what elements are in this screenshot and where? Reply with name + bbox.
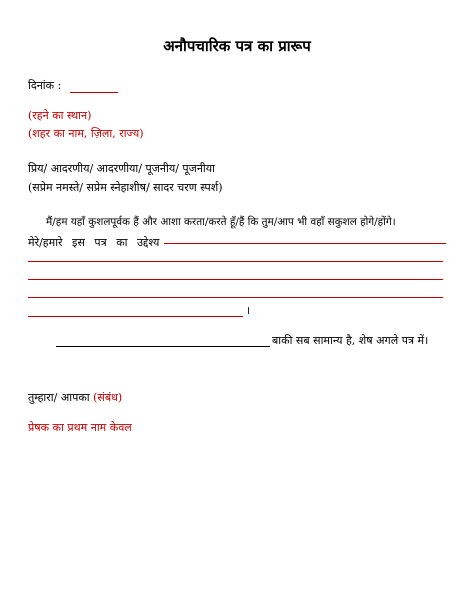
purpose-blank-line-4 [28,297,443,298]
body-line-2-prefix: मेरे/हमारे इस पत्र का उद्देश्य [28,236,160,249]
salutation: प्रिय/ आदरणीय/ आदरणीया/ पूजनीय/ पूजनीया [28,162,216,175]
purpose-blank-line-1 [164,243,446,244]
full-stop: । [246,304,251,317]
date-blank-line [70,92,118,93]
greeting: (सप्रेम नमस्ते/ सप्रेम स्नेहाशीष/ सादर चरण स्पर्श) [28,181,223,194]
city-district-state: (शहर का नाम, ज़िला, राज्य) [28,127,144,140]
purpose-blank-line-5 [28,316,243,317]
page-title: अनौपचारिक पत्र का प्रारूप [163,37,311,55]
purpose-blank-line-3 [28,279,443,280]
purpose-blank-line-2 [28,261,443,262]
closing-text: बाकी सब सामान्य है, शेष अगले पत्र में। [272,334,429,347]
residence-place: (रहने का स्थान) [28,109,92,122]
signoff-text: तुम्हारा/ आपका [28,391,90,404]
closing-blank-line [56,346,270,347]
body-line-1: मैं/हम यहाँ कुशलपूर्वक हैं और आशा करता/करते हूँ/हैं कि तुम/आप भी वहाँ सकुशल होगे/होंगे। [46,216,396,228]
signoff [28,390,122,405]
date-label: दिनांक : [28,79,62,92]
relation-text: (संबंध) [93,391,123,404]
sender-name: प्रेषक का प्रथम नाम केवल [28,421,132,434]
